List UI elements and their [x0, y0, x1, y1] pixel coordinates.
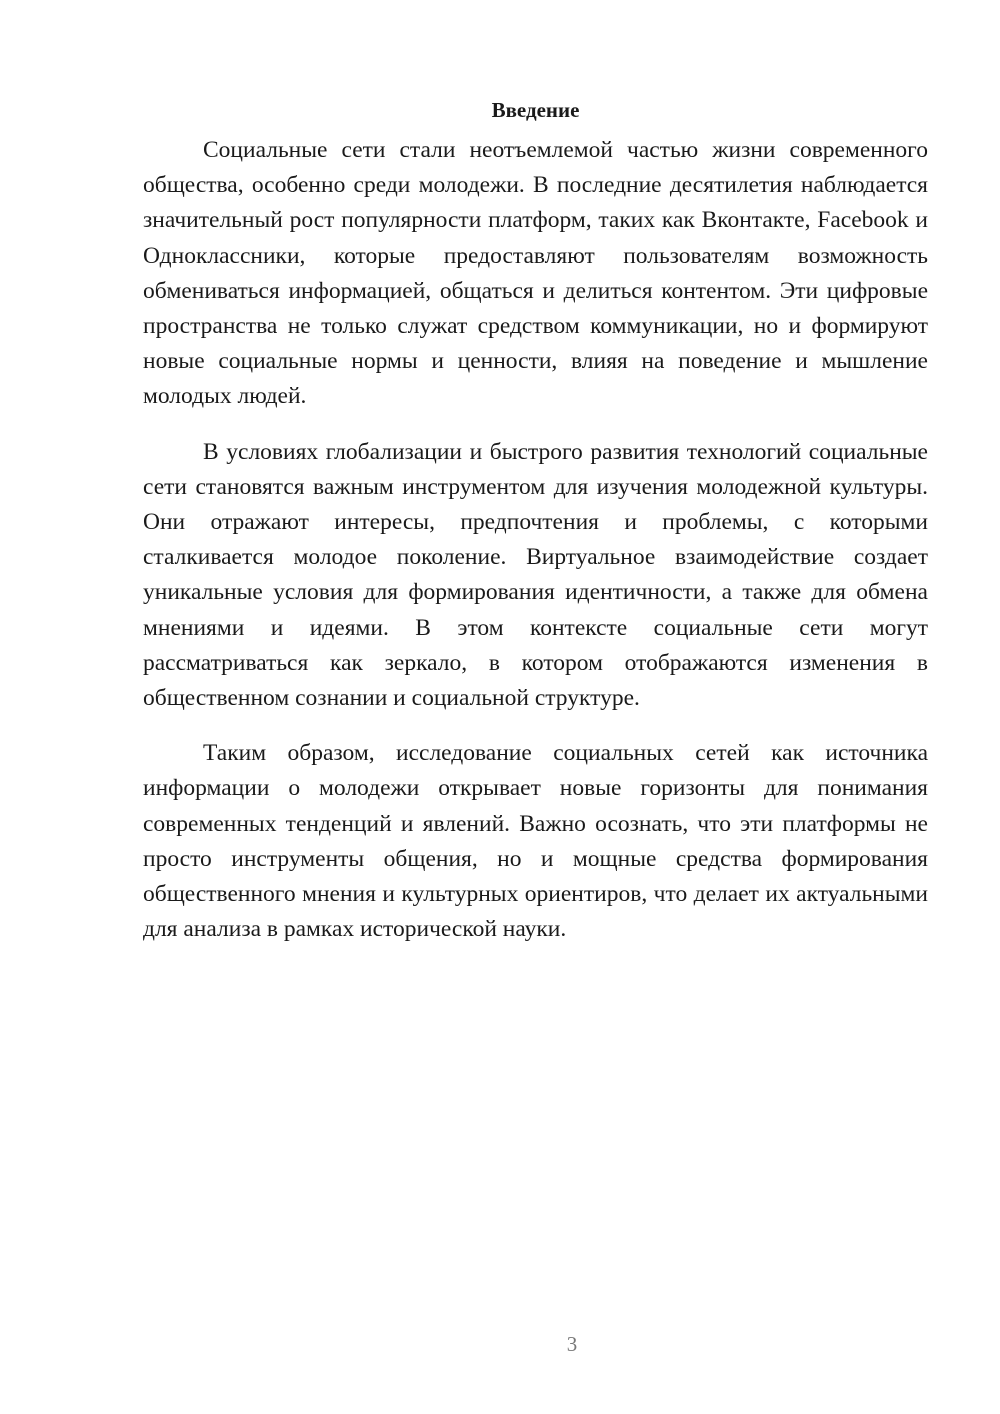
paragraph-2: В условиях глобализации и быстрого развития технологий социальные сети становятся важным инструментом для изучения молодежной культуры. Они отражают интересы, предпочтения и проблемы, с которыми сталкивается молодое поколение. Виртуальное взаимодействие создает уникальные условия для формирования идентичности, а также для обмена мнениями и идеями. В этом контексте социальные сети могут рассматриваться как зеркало, в котором отображаются изменения в общественном сознании и социальной структуре. [143, 438, 928, 712]
paragraph-1: Социальные сети стали неотъемлемой частью жизни современного общества, особенно среди молодежи. В последние десятилетия наблюдается значительный рост популярности платформ, таких как Вконтакте, Facebook и Одноклассники, которые предоставляют пользователям возможность обмениваться информацией, общаться и делиться контентом. Эти цифровые пространства не только служат средством коммуникации, но и формируют новые социальные нормы и ценности, влияя на поведение и мышление молодых людей. [143, 137, 928, 410]
section-heading: Введение [491, 98, 580, 122]
page-number: 3 [566, 1332, 578, 1356]
paragraph-3: Таким образом, исследование социальных сетей как источника информации о молодежи открывает новые горизонты для понимания современных тенденций и явлений. Важно осознать, что эти платформы не просто инструменты общения, но и мощные средства формирования общественного мнения и культурных ориентиров, что делает их актуальными для анализа в рамках исторической науки. [143, 740, 928, 943]
page-content [143, 92, 928, 967]
